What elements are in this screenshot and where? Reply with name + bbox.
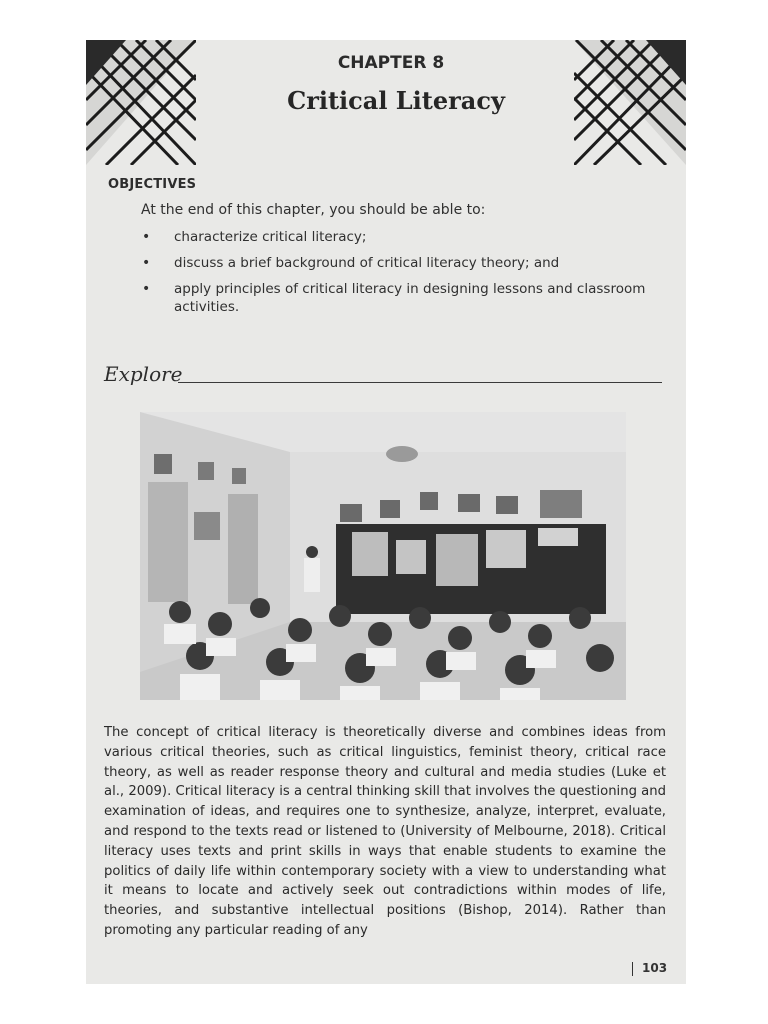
objectives-intro: At the end of this chapter, you should be able to:: [141, 202, 486, 218]
page-number: 103: [642, 961, 668, 975]
objective-item: [142, 228, 672, 246]
book-page: [86, 40, 686, 984]
chapter-label: CHAPTER 8: [337, 53, 445, 73]
explore-divider: [178, 382, 662, 383]
bullet-icon: •: [142, 229, 151, 245]
objective-text: apply principles of critical literacy in designing lessons and classroom activities.: [174, 281, 646, 315]
objective-item: [142, 254, 672, 272]
corner-decoration-left: [86, 40, 196, 165]
objective-text: characterize critical literacy;: [174, 229, 367, 245]
classroom-photo: [140, 412, 626, 700]
bullet-icon: •: [142, 255, 151, 271]
explore-heading: Explore: [104, 362, 183, 386]
objective-item: [142, 280, 672, 316]
page-number-divider: [632, 962, 633, 976]
bullet-icon: •: [142, 281, 151, 297]
objective-text: discuss a brief background of critical literacy theory; and: [174, 255, 560, 271]
objectives-list: [142, 228, 672, 324]
corner-decoration-right: [574, 40, 686, 165]
objectives-heading: OBJECTIVES: [108, 177, 197, 192]
body-paragraph: The concept of critical literacy is theoretically diverse and combines ideas from various critical theories, such as critical linguistics, feminist theory, critical race theory, as well as reader response theory and cultural and media studies (Luke et al., 2009). Critical literacy is a central thinking skill that involves the questioning and examination of ideas, and requires one to synthesize, analyze, interpret, evaluate, and respond to the texts read or listened to (University of Melbourne, 2018). Critical literacy uses texts and print skills in ways that enable students to examine the politics of daily life within contemporary society with a view to understanding what it means to locate and actively seek out contradictions within modes of life, theories, and substantive intellectual positions (Bishop, 2014). Rather than promoting any particular reading of any: [104, 725, 666, 938]
chapter-title: Critical Literacy: [287, 86, 505, 115]
